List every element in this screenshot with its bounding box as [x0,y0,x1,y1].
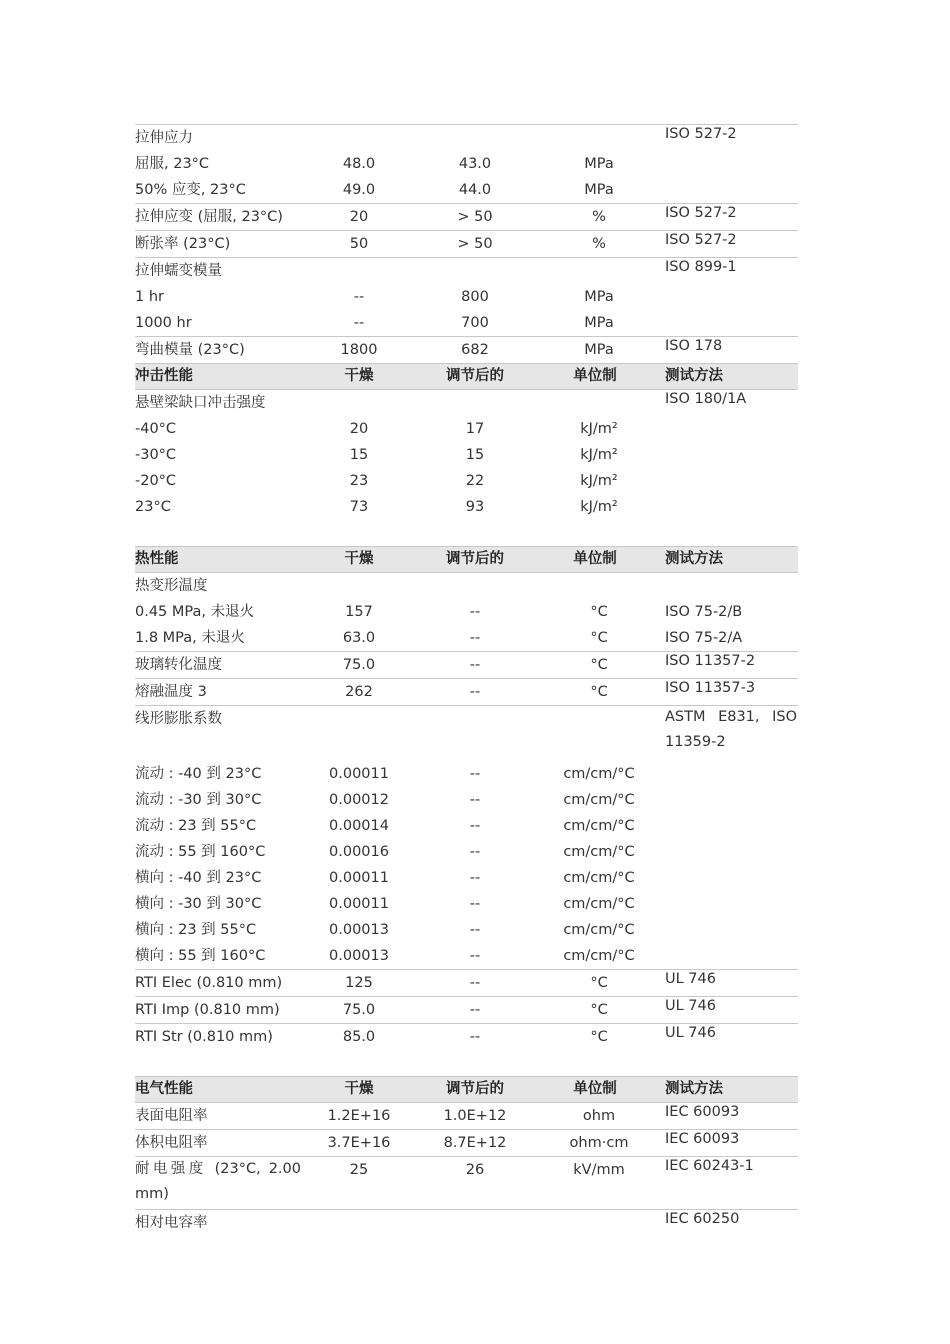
table-row [135,1156,798,1209]
table-row [135,1023,798,1050]
table-row [135,257,798,284]
unit: % [592,236,606,252]
table-row [135,468,798,494]
property-name: 横向 : 23 到 55°C [135,922,257,938]
unit: °C [590,1029,608,1045]
dry-value: 0.00012 [329,792,389,808]
dry-value: 0.00011 [329,870,389,886]
test-method: ISO 11357-2 [665,653,756,669]
property-name: RTI Imp (0.810 mm) [135,1002,280,1018]
table-row [135,787,798,813]
conditioned-value: 22 [465,473,485,489]
section-spacer [135,520,798,546]
unit: °C [590,975,608,991]
conditioned-value: 15 [465,447,485,463]
unit: °C [590,630,608,646]
property-name: 1.8 MPa, 未退火 [135,630,245,646]
test-method: IEC 60243-1 [665,1158,754,1174]
unit-column-header: 单位制 [573,551,617,567]
test-method: ISO 527-2 [665,232,737,248]
conditioned-value: -- [469,896,481,912]
table-row [135,284,798,310]
conditioned-value: > 50 [457,209,493,225]
test-method: IEC 60250 [665,1211,740,1227]
property-name: 悬壁梁缺口冲击强度 [135,395,266,411]
conditioned-value: 800 [461,289,489,305]
table-row [135,969,798,996]
property-name: 屈服, 23°C [135,156,210,172]
test-method: ISO 11357-3 [665,680,756,696]
conditioned-value: -- [469,684,481,700]
unit: kJ/m² [580,473,618,489]
dry-value: 15 [349,447,369,463]
dry-value: -- [353,315,365,331]
test-method: ISO 75-2/B [665,604,743,620]
test-method: ISO 180/1A [665,391,747,407]
table-row [135,651,798,678]
conditioned-value: 93 [465,499,485,515]
method-column-header: 测试方法 [665,368,723,384]
property-table [135,124,798,1236]
table-row [135,917,798,943]
table-row [135,203,798,230]
dry-value: 50 [349,236,369,252]
test-method: UL 746 [665,998,716,1014]
dry-value: -- [353,289,365,305]
property-name: 23°C [135,499,171,515]
dry-value: 157 [345,604,373,620]
table-row [135,573,798,599]
table-row [135,336,798,363]
dry-value: 20 [349,421,369,437]
conditioned-value: -- [469,922,481,938]
test-method: ASTM E831, ISO 11359-2 [665,709,797,750]
table-row [135,151,798,177]
unit: kV/mm [573,1162,625,1178]
table-row [135,1209,798,1236]
dry-value: 75.0 [342,657,376,673]
unit: cm/cm/°C [563,818,635,834]
unit: ohm·cm [569,1135,629,1151]
property-name: 流动 : 55 到 160°C [135,844,266,860]
unit: cm/cm/°C [563,896,635,912]
table-row [135,124,798,151]
section-title: 电气性能 [135,1081,193,1097]
unit: kJ/m² [580,499,618,515]
property-name: 熔融温度 3 [135,684,207,700]
dry-value: 3.7E+16 [327,1135,391,1151]
test-method: UL 746 [665,971,716,987]
property-name: 玻璃转化温度 [135,657,222,673]
test-method: ISO 527-2 [665,205,737,221]
section-title: 热性能 [135,551,179,567]
dry-value: 48.0 [342,156,376,172]
unit: MPa [584,315,614,331]
unit-column-header: 单位制 [573,1081,617,1097]
property-name: 表面电阻率 [135,1108,208,1124]
conditioned-column-header: 调节后的 [446,1081,504,1097]
table-row [135,996,798,1023]
unit: MPa [584,156,614,172]
property-name: 拉伸应变 (屈服, 23°C) [135,209,283,225]
conditioned-value: -- [469,1029,481,1045]
property-name: 流动 : 23 到 55°C [135,818,257,834]
property-name: 线形膨胀系数 [135,711,222,727]
conditioned-column-header: 调节后的 [446,368,504,384]
table-row [135,839,798,865]
property-name: 体积电阻率 [135,1135,208,1151]
unit: kJ/m² [580,447,618,463]
property-name: -20°C [135,473,177,489]
property-name: 拉伸应力 [135,130,193,146]
table-row [135,678,798,705]
conditioned-value: -- [469,766,481,782]
table-row [135,442,798,468]
property-name: 1000 hr [135,315,192,331]
table-row [135,390,798,416]
conditioned-value: -- [469,657,481,673]
dry-value: 75.0 [342,1002,376,1018]
conditioned-value: 17 [465,421,485,437]
unit: % [592,209,606,225]
unit: MPa [584,342,614,358]
unit: cm/cm/°C [563,766,635,782]
test-method: IEC 60093 [665,1104,740,1120]
unit: kJ/m² [580,421,618,437]
dry-value: 63.0 [342,630,376,646]
table-row [135,416,798,442]
dry-value: 0.00016 [329,844,389,860]
unit: cm/cm/°C [563,844,635,860]
dry-value: 0.00011 [329,766,389,782]
test-method: IEC 60093 [665,1131,740,1147]
dry-value: 0.00011 [329,896,389,912]
table-row [135,494,798,520]
unit: °C [590,1002,608,1018]
table-row [135,1129,798,1156]
property-name: -40°C [135,421,177,437]
dry-column-header: 干燥 [344,368,374,384]
unit: °C [590,604,608,620]
property-name: -30°C [135,447,177,463]
property-name: 1 hr [135,289,164,305]
conditioned-value: -- [469,975,481,991]
property-name: 耐电强度 (23°C, 2.00 mm) [135,1161,301,1202]
conditioned-value: -- [469,870,481,886]
conditioned-value: > 50 [457,236,493,252]
property-name: 横向 : -40 到 23°C [135,870,262,886]
conditioned-value: -- [469,1002,481,1018]
unit: MPa [584,289,614,305]
unit: MPa [584,182,614,198]
dry-value: 1.2E+16 [327,1108,391,1124]
property-name: 断张率 (23°C) [135,236,231,252]
conditioned-value: -- [469,818,481,834]
dry-value: 1800 [340,342,378,358]
section-spacer [135,1050,798,1076]
dry-value: 0.00013 [329,948,389,964]
unit: ohm [582,1108,616,1124]
property-name: 热变形温度 [135,578,208,594]
table-row [135,705,798,761]
test-method: UL 746 [665,1025,716,1041]
conditioned-value: -- [469,948,481,964]
unit: °C [590,657,608,673]
dry-value: 85.0 [342,1029,376,1045]
table-row [135,599,798,625]
test-method: ISO 899-1 [665,259,737,275]
table-row [135,813,798,839]
unit: °C [590,684,608,700]
property-name: 弯曲模量 (23°C) [135,342,245,358]
method-column-header: 测试方法 [665,551,723,567]
property-name: 拉伸蠕变模量 [135,263,222,279]
property-name: 50% 应变, 23°C [135,182,246,198]
property-name: RTI Elec (0.810 mm) [135,975,283,991]
dry-value: 0.00014 [329,818,389,834]
conditioned-value: 1.0E+12 [443,1108,507,1124]
conditioned-value: 43.0 [458,156,492,172]
table-row [135,865,798,891]
property-name: 0.45 MPa, 未退火 [135,604,255,620]
property-name: 横向 : -30 到 30°C [135,896,262,912]
dry-column-header: 干燥 [344,551,374,567]
table-row [135,230,798,257]
property-name: 横向 : 55 到 160°C [135,948,266,964]
conditioned-value: -- [469,844,481,860]
conditioned-value: 8.7E+12 [443,1135,507,1151]
unit-column-header: 单位制 [573,368,617,384]
table-row [135,761,798,787]
section-title: 冲击性能 [135,368,193,384]
dry-value: 20 [349,209,369,225]
dry-value: 125 [345,975,373,991]
conditioned-value: 44.0 [458,182,492,198]
property-name: RTI Str (0.810 mm) [135,1029,273,1045]
dry-value: 0.00013 [329,922,389,938]
property-name: 相对电容率 [135,1215,208,1231]
conditioned-value: 26 [465,1162,485,1178]
property-name: 流动 : -40 到 23°C [135,766,262,782]
section-header-thermal [135,546,798,573]
method-column-header: 测试方法 [665,1081,723,1097]
unit: cm/cm/°C [563,922,635,938]
conditioned-value: -- [469,604,481,620]
conditioned-column-header: 调节后的 [446,551,504,567]
unit: cm/cm/°C [563,870,635,886]
conditioned-value: -- [469,630,481,646]
dry-value: 23 [349,473,369,489]
test-method: ISO 527-2 [665,126,737,142]
dry-value: 262 [345,684,373,700]
dry-value: 73 [349,499,369,515]
dry-value: 49.0 [342,182,376,198]
conditioned-value: 682 [461,342,489,358]
property-name: 流动 : -30 到 30°C [135,792,262,808]
conditioned-value: -- [469,792,481,808]
unit: cm/cm/°C [563,948,635,964]
dry-value: 25 [349,1162,369,1178]
conditioned-value: 700 [461,315,489,331]
test-method: ISO 178 [665,338,723,354]
table-row [135,891,798,917]
unit: cm/cm/°C [563,792,635,808]
test-method: ISO 75-2/A [665,630,743,646]
dry-column-header: 干燥 [344,1081,374,1097]
